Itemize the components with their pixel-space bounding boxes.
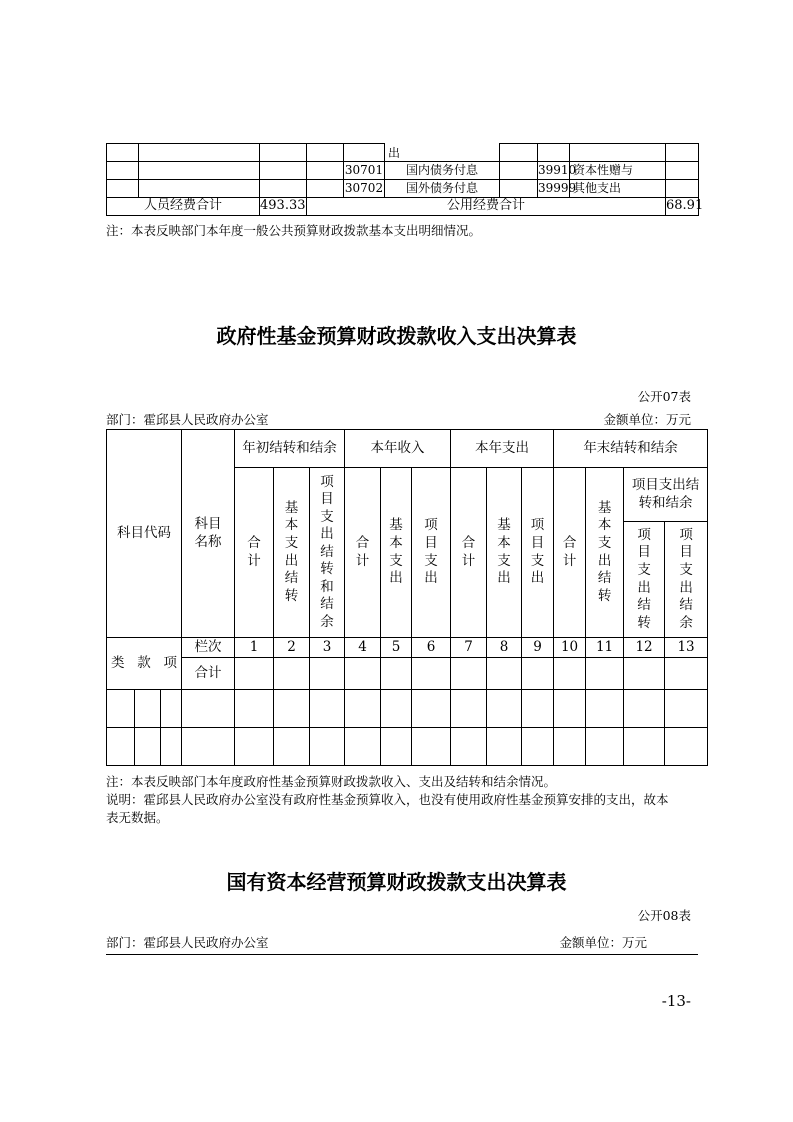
col-number: 12 [624, 638, 665, 658]
total-row [107, 658, 708, 690]
section-title: 政府性基金预算财政拨款收入支出决算表 [216, 324, 577, 348]
col-number: 13 [665, 638, 708, 658]
table-note: 注：本表反映部门本年度一般公共预算财政拨款基本支出明细情况。 [106, 223, 482, 238]
cell-code: 30702 [344, 180, 385, 198]
cell-code: 39910 [538, 162, 570, 180]
col-number: 10 [554, 638, 586, 658]
col-number: 6 [412, 638, 451, 658]
fund-budget-table: 科目代码 科目名称 年初结转和结余 本年收入 本年支出 年末结转和结余 合计 基本支出结转 项目支出结转和结余 合计 基本支出 项目支出 合计 基本支出 项目支出 合计 基本支出结转 项目支出结转和结余 项目支出结转 项目支出结余 类 款 项 栏次 1 2 3 4 5 6 7 8 9 10 11 12 13 合计 [106, 429, 708, 766]
cell-name: 国外债务付息 [385, 180, 500, 198]
col-number: 8 [487, 638, 522, 658]
department-label: 部门：霍邱县人民政府办公室 [106, 935, 269, 950]
cell-name: 国内债务付息 [385, 162, 500, 180]
col-number: 7 [451, 638, 487, 658]
col-number: 9 [522, 638, 554, 658]
page-number: -13- [661, 992, 691, 1010]
table-row [107, 728, 708, 766]
header-end-balance: 年末结转和结余 [554, 430, 708, 468]
table-row [107, 144, 699, 162]
form-number: 公开08表 [637, 908, 691, 923]
header-begin-balance: 年初结转和结余 [235, 430, 345, 468]
cell-name: 其他支出 [570, 180, 666, 198]
col-number: 3 [310, 638, 345, 658]
col-number: 1 [235, 638, 274, 658]
header-expense: 本年支出 [451, 430, 554, 468]
col-number: 4 [345, 638, 381, 658]
explanation: 说明：霍邱县人民政府办公室没有政府性基金预算收入，也没有使用政府性基金预算安排的支出，故本 表无数据。 [106, 792, 669, 825]
form-number: 公开07表 [637, 389, 691, 404]
label-heji: 合计 [182, 658, 235, 690]
table-row [107, 690, 708, 728]
divider [106, 954, 698, 955]
label-lei: 类 [111, 655, 125, 672]
cell-name: 资本性赠与 [570, 162, 666, 180]
unit-label: 金额单位：万元 [603, 412, 691, 427]
public-total-value: 68.91 [666, 198, 699, 216]
cell-code: 30701 [344, 162, 385, 180]
table-row [107, 180, 699, 198]
cell-code: 39999 [538, 180, 570, 198]
table-note: 注：本表反映部门本年度政府性基金预算财政拨款收入、支出及结转和结余情况。 [106, 774, 557, 789]
label-lanci: 栏次 [182, 638, 235, 658]
col-number: 5 [381, 638, 412, 658]
header-subject-code: 科目代码 [107, 430, 182, 638]
public-total-label: 公用经费合计 [307, 198, 666, 216]
cell-name: 出 [385, 144, 500, 162]
unit-label: 金额单位：万元 [559, 935, 647, 950]
department-label: 部门：霍邱县人民政府办公室 [106, 412, 269, 427]
header-income: 本年收入 [345, 430, 451, 468]
personnel-total-value: 493.33 [260, 198, 307, 216]
total-row [107, 198, 699, 216]
section-title: 国有资本经营预算财政拨款支出决算表 [226, 870, 567, 894]
personnel-total-label: 人员经费合计 [107, 198, 260, 216]
label-xiang: 项 [163, 655, 177, 672]
header-subject-name: 科目名称 [182, 430, 235, 638]
label-kuan: 款 [137, 655, 151, 672]
col-number: 11 [586, 638, 624, 658]
table-row [107, 162, 699, 180]
expenditure-detail-table [106, 143, 704, 216]
col-number: 2 [274, 638, 310, 658]
header-project-carry: 项目支出结转和结余 [624, 468, 708, 522]
